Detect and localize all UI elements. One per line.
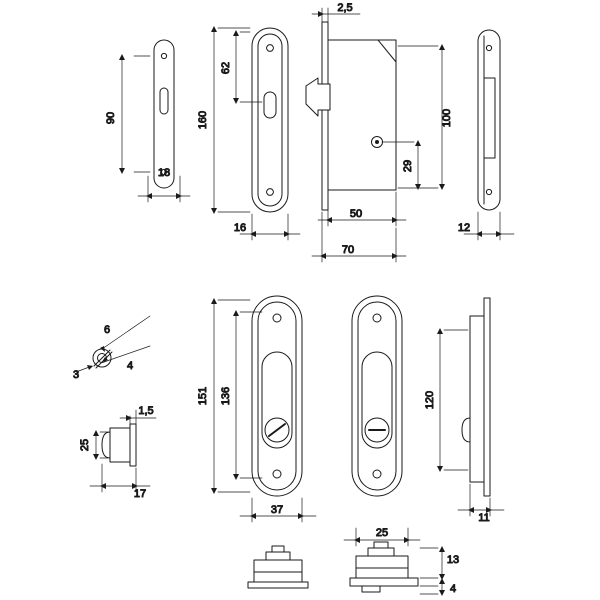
dim-label-37: 37 xyxy=(270,504,284,516)
part-bottom-left-clip xyxy=(248,546,308,588)
dim-label-18: 18 xyxy=(157,167,171,179)
dim-90 xyxy=(119,54,150,174)
dim-label-13: 13 xyxy=(446,554,460,566)
dim-12 xyxy=(464,212,514,240)
dim-label-29: 29 xyxy=(402,159,414,173)
dim-label-6: 6 xyxy=(103,324,111,336)
part-small-plate-front xyxy=(154,40,174,188)
dim-label-151: 151 xyxy=(197,386,209,406)
dim-label-62: 62 xyxy=(220,61,232,75)
part-bottom-right-clip xyxy=(350,542,418,592)
part-side-view-pull xyxy=(462,298,490,496)
dim-label-4-bottom: 4 xyxy=(449,583,457,595)
dim-label-2-5: 2,5 xyxy=(337,2,353,14)
dim-label-136: 136 xyxy=(220,386,232,406)
part-flush-pull-left xyxy=(252,296,302,496)
part-small-bracket xyxy=(102,424,136,466)
part-flush-pull-right xyxy=(352,296,402,496)
dim-label-70: 70 xyxy=(341,244,355,256)
dim-label-4: 4 xyxy=(126,360,134,372)
part-faceplate-front xyxy=(252,28,288,212)
dim-120 xyxy=(437,328,468,472)
dim-13 xyxy=(420,546,445,580)
dim-2-5 xyxy=(312,8,360,34)
dim-label-16: 16 xyxy=(233,222,247,234)
dim-label-3: 3 xyxy=(72,369,80,381)
dim-label-25-small: 25 xyxy=(79,438,91,452)
dim-leaders-screw xyxy=(76,316,150,372)
part-side-plate xyxy=(478,30,500,210)
dim-label-120: 120 xyxy=(424,390,436,410)
dim-label-90: 90 xyxy=(105,111,117,125)
dim-label-25-bottom: 25 xyxy=(375,527,389,539)
dim-4-bottom xyxy=(420,578,445,596)
dim-16 xyxy=(240,214,300,240)
dim-label-160: 160 xyxy=(197,110,209,130)
part-screw-hole-detail xyxy=(93,349,112,368)
dim-label-11: 11 xyxy=(478,512,490,524)
dim-label-12: 12 xyxy=(457,222,471,234)
dim-label-100: 100 xyxy=(441,108,453,128)
dim-label-17: 17 xyxy=(133,488,147,500)
part-lock-body xyxy=(306,22,396,210)
dim-label-50: 50 xyxy=(349,208,363,220)
dim-160 xyxy=(211,26,250,214)
dim-label-1-5: 1,5 xyxy=(138,405,154,417)
